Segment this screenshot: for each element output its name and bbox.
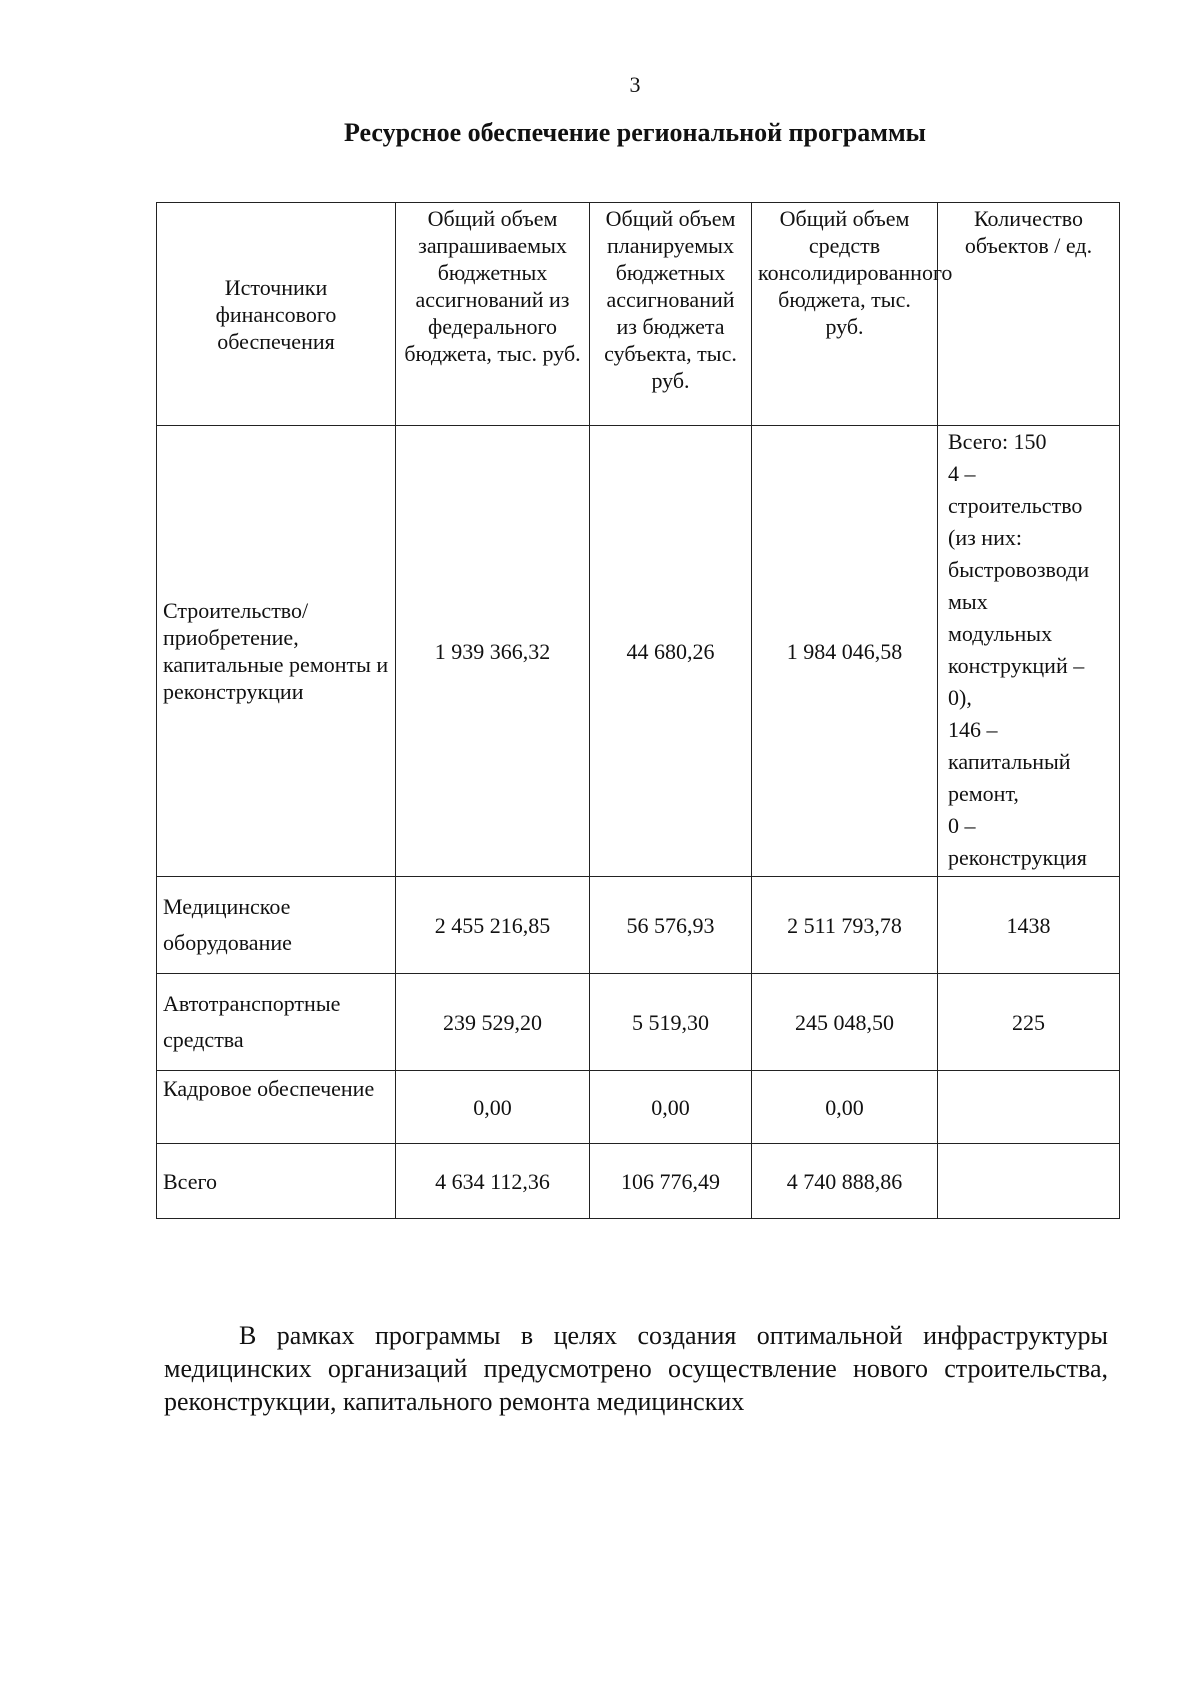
table-header-row [157,203,1120,426]
count-line: 0), [948,685,972,710]
row-source-construction: Строительство/приобретение, капитальные ремонты и реконструкции [157,426,396,877]
cell-count [938,1144,1120,1219]
count-line: строительство [948,493,1083,518]
page-number: 3 [629,72,641,97]
cell-federal: 239 529,20 [396,974,590,1071]
cell-count-breakdown [938,426,1120,877]
count-line: 4 – [948,461,976,486]
cell-federal: 0,00 [396,1071,590,1144]
count-line: модульных [948,621,1053,646]
count-line: быстровозводи [948,557,1090,582]
row-source-staffing: Кадровое обеспечение [157,1071,396,1144]
header-subject: Общий объем планируемых бюджетных ассигнований из бюджета субъекта, тыс. руб. [590,203,752,426]
cell-count: 225 [938,974,1120,1071]
body-paragraph: В рамках программы в целях создания оптимальной инфраструктуры медицинских организаций предусмотрено осуществление нового строительства, реконструкции, капитального ремонта медицинских [164,1321,1108,1416]
cell-subject: 44 680,26 [590,426,752,877]
cell-subject: 0,00 [590,1071,752,1144]
resource-table [156,202,1120,1219]
count-line: мых [948,589,988,614]
table-row [157,1071,1120,1144]
cell-federal: 4 634 112,36 [396,1144,590,1219]
row-source-medical-equipment: Медицинское оборудование [157,877,396,974]
table-row [157,426,1120,877]
count-line: капитальный [948,749,1071,774]
cell-consolidated: 4 740 888,86 [752,1144,938,1219]
row-source-vehicles: Автотранспортные средства [157,974,396,1071]
table-row [157,974,1120,1071]
cell-consolidated: 2 511 793,78 [752,877,938,974]
document-title: Ресурсное обеспечение региональной программы [344,118,926,147]
cell-federal: 1 939 366,32 [396,426,590,877]
cell-subject: 106 776,49 [590,1144,752,1219]
header-federal: Общий объем запрашиваемых бюджетных ассигнований из федерального бюджета, тыс. руб. [396,203,590,426]
header-count: Количество объектов / ед. [938,203,1120,426]
cell-federal: 2 455 216,85 [396,877,590,974]
cell-consolidated: 1 984 046,58 [752,426,938,877]
row-source-total: Всего [157,1144,396,1219]
count-line: 0 – [948,813,976,838]
cell-count [938,1071,1120,1144]
count-line: реконструкция [948,845,1087,870]
count-line: (из них: [948,525,1022,550]
table-row-total [157,1144,1120,1219]
header-source: Источники финансового обеспечения [157,203,396,426]
cell-subject: 56 576,93 [590,877,752,974]
cell-count: 1438 [938,877,1120,974]
count-line: Всего: 150 [948,429,1047,454]
header-consolidated: Общий объем средств консолидированного бюджета, тыс. руб. [752,203,938,426]
table-row [157,877,1120,974]
count-line: конструкций – [948,653,1085,678]
cell-subject: 5 519,30 [590,974,752,1071]
cell-consolidated: 0,00 [752,1071,938,1144]
count-line: ремонт, [948,781,1019,806]
cell-consolidated: 245 048,50 [752,974,938,1071]
count-line: 146 – [948,717,998,742]
